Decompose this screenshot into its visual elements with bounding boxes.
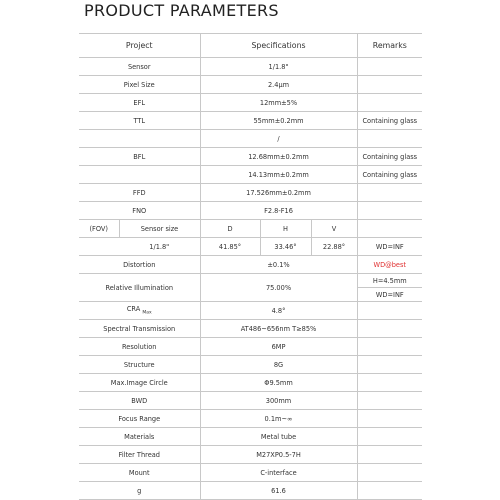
row-remarks: Containing glass [357,166,422,184]
fov-remarks-empty [357,220,422,238]
row-spec: Φ9.5mm [200,374,357,392]
table-row [79,320,422,338]
row-project [79,130,200,148]
row-remarks [357,464,422,482]
table-row [79,202,422,220]
fov-value-row [79,238,422,256]
row-project: Pixel Size [79,76,200,94]
row-spec: 6MP [200,338,357,356]
table-row [79,184,422,202]
row-project: BWD [79,392,200,410]
row-project: Max.Image Circle [79,374,200,392]
illumination-project: Relative Illumination [79,274,200,302]
fov-h-value: 33.46° [260,238,311,256]
header-specifications: Specifications [200,34,357,58]
row-spec: C-interface [200,464,357,482]
row-remarks [357,482,422,500]
row-remarks [357,356,422,374]
parameters-table [79,33,422,500]
fov-d-label: D [200,220,260,238]
row-project: Sensor [79,58,200,76]
row-remarks [357,428,422,446]
row-remarks [357,446,422,464]
table-row [79,374,422,392]
table-header-row [79,34,422,58]
distortion-project: Distortion [79,256,200,274]
fov-sensor-value: 1/1.8" [119,238,200,256]
cra-remarks [357,302,422,320]
row-remarks [357,76,422,94]
cra-label: CRA [126,305,141,314]
row-remarks [357,94,422,112]
row-spec: / [200,130,357,148]
cra-project [79,302,200,320]
row-project: BFL [79,148,200,166]
row-project: Structure [79,356,200,374]
header-project: Project [79,34,200,58]
row-spec: 0.1m~∞ [200,410,357,428]
table-row [79,356,422,374]
row-project [79,166,200,184]
row-project: Resolution [79,338,200,356]
row-project: Filter Thread [79,446,200,464]
row-remarks: Containing glass [357,148,422,166]
table-row [79,482,422,500]
row-spec: 61.6 [200,482,357,500]
row-remarks [357,320,422,338]
row-project: EFL [79,94,200,112]
row-spec: 55mm±0.2mm [200,112,357,130]
table-row [79,76,422,94]
fov-sensor-size-label: Sensor size [119,220,200,238]
fov-label: (FOV) [79,220,119,238]
fov-v-label: V [311,220,357,238]
row-spec: Metal tube [200,428,357,446]
table-row [79,410,422,428]
row-remarks [357,130,422,148]
table-row [79,148,422,166]
cra-subscript: Max [142,310,152,316]
row-spec: 1/1.8" [200,58,357,76]
table-row [79,392,422,410]
row-spec: 12mm±5% [200,94,357,112]
table-row [79,446,422,464]
row-remarks [357,392,422,410]
table-row [79,94,422,112]
row-spec: 17.526mm±0.2mm [200,184,357,202]
distortion-remarks: WD@best [357,256,422,274]
table-row [79,130,422,148]
distortion-spec: ±0.1% [200,256,357,274]
row-spec: F2.8-F16 [200,202,357,220]
row-spec: 8G [200,356,357,374]
fov-h-label: H [260,220,311,238]
cra-row [79,302,422,320]
fov-v-value: 22.88° [311,238,357,256]
row-project: FFD [79,184,200,202]
row-remarks [357,410,422,428]
table-row [79,464,422,482]
row-project: Spectral Transmission [79,320,200,338]
fov-remarks: WD=INF [357,238,422,256]
header-remarks: Remarks [357,34,422,58]
row-project: FNO [79,202,200,220]
table-row [79,112,422,130]
row-project: Materials [79,428,200,446]
row-project: Mount [79,464,200,482]
fov-blank-cell [79,238,119,256]
row-remarks [357,184,422,202]
illumination-row [79,274,422,288]
row-spec: 12.68mm±0.2mm [200,148,357,166]
fov-d-value: 41.85° [200,238,260,256]
row-remarks [357,374,422,392]
table-row [79,338,422,356]
table-row [79,428,422,446]
row-project: Focus Range [79,410,200,428]
cra-spec: 4.8° [200,302,357,320]
page-title: PRODUCT PARAMETERS [84,1,279,20]
row-remarks [357,338,422,356]
row-spec: 2.4μm [200,76,357,94]
row-remarks: Containing glass [357,112,422,130]
illumination-remarks-height: H=4.5mm [357,274,422,288]
row-spec: AT486~656nm T≥85% [200,320,357,338]
distortion-row [79,256,422,274]
illumination-remarks-wd: WD=INF [357,288,422,302]
table-row [79,166,422,184]
row-project: TTL [79,112,200,130]
row-spec: 300mm [200,392,357,410]
row-project: g [79,482,200,500]
fov-header-row [79,220,422,238]
row-spec: M27XP0.5-7H [200,446,357,464]
row-remarks [357,202,422,220]
row-remarks [357,58,422,76]
row-spec: 14.13mm±0.2mm [200,166,357,184]
table-row [79,58,422,76]
illumination-spec: 75.00% [200,274,357,302]
